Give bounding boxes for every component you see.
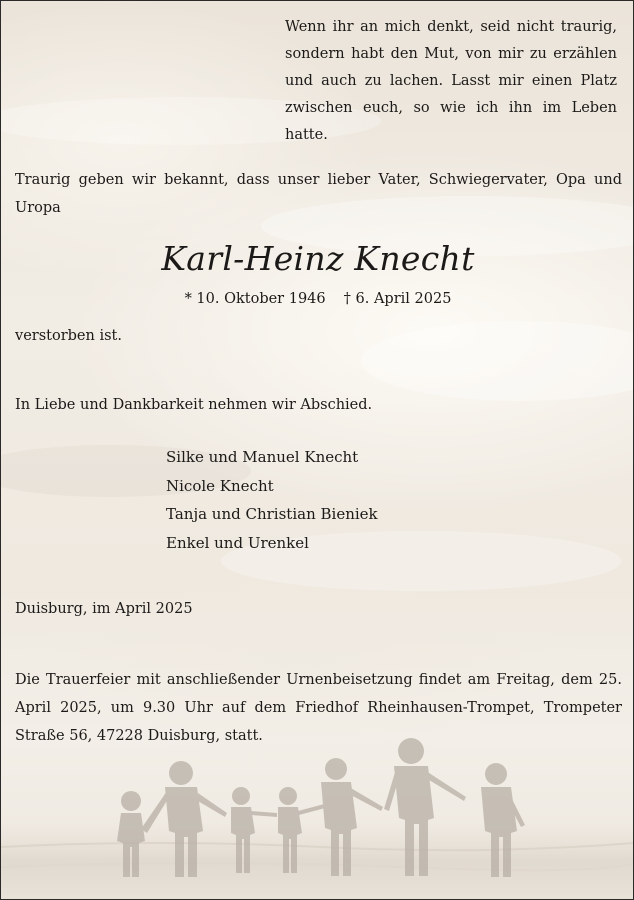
deceased-name: Karl-Heinz Knecht: [161, 239, 475, 278]
memorial-poem: Wenn ihr an mich denkt, seid nicht traurig, sondern habt den Mut, von mir zu erzählen und auch zu lachen. Lasst mir einen Platz zwischen euch, so wie ich ihn im Leben hatte.: [285, 19, 617, 143]
place-date: Duisburg, im April 2025: [15, 601, 193, 617]
farewell-text: In Liebe und Dankbarkeit nehmen wir Abschied.: [15, 397, 373, 413]
mourner-name: Silke und Manuel Knecht: [166, 448, 359, 466]
mourner-name: Tanja und Christian Bieniek: [166, 505, 378, 523]
mourners-list: [166, 443, 378, 557]
service-info: Die Trauerfeier mit anschließender Urnenbeisetzung findet am Freitag, dem 25. April 2025, um 9.30 Uhr auf dem Friedhof Rheinhausen-Trompet, Trompeter Straße 56, 47228 Duisburg, statt.: [15, 672, 622, 744]
mourner-name: Nicole Knecht: [166, 476, 274, 495]
announcement-text: Traurig geben wir bekannt, dass unser lieber Vater, Schwiegervater, Opa und Uropa: [15, 172, 622, 216]
mourner-name: Enkel und Urenkel: [166, 533, 309, 552]
life-dates: [1, 286, 634, 314]
birth-date: * 10. Oktober 1946: [184, 291, 326, 307]
passed-text: verstorben ist.: [15, 328, 122, 344]
death-date: † 6. April 2025: [343, 291, 452, 307]
